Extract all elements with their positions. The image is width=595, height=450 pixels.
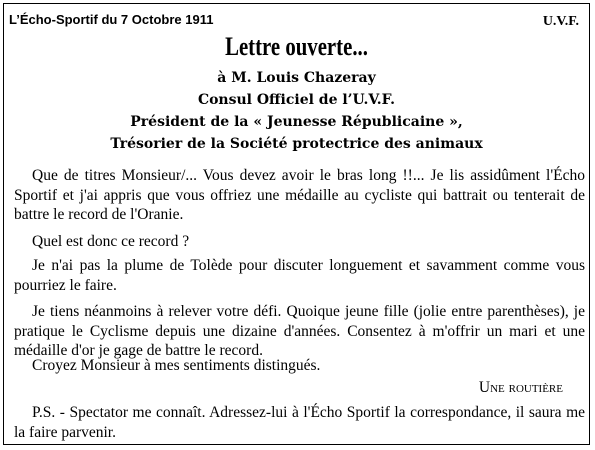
- signature: Une routière: [478, 379, 563, 396]
- address-line: Trésorier de la Société protectrice des animaux: [110, 136, 483, 152]
- paragraph: Croyez Monsieur à mes sentiments distingués.: [32, 357, 321, 374]
- address-line: à M. Louis Chazeray: [217, 70, 376, 86]
- org-label: U.V.F.: [542, 14, 579, 29]
- source-line: L’Écho-Sportif du 7 Octobre 1911: [9, 12, 214, 27]
- paragraph: Que de titres Monsieur/... Vous devez avoir le bras long !!... Je lis assidûment l'Écho Sportif et j'ai appris que vous offriez une médaille au cycliste qui battrait ou tenterait de battre le record de l'Oranie.: [14, 167, 585, 223]
- document-frame: [3, 3, 590, 445]
- paragraph: Je tiens néanmoins à relever votre défi. Quoique jeune fille (jolie entre parenthèses), je pratique le Cyclisme depuis une dizaine d'années. Consentez à m'offrir un mari et une médaille d'or je gage de battre le record.: [14, 303, 585, 359]
- postscript: P.S. - Spectator me connaît. Adressez-lui à l'Écho Sportif la correspondance, il saura me la faire parvenir.: [14, 404, 585, 441]
- paragraph: Je n'ai pas la plume de Tolède pour discuter longuement et savamment comme vous pourriez le faire.: [14, 257, 585, 294]
- address-line: Consul Officiel de l’U.V.F.: [197, 92, 396, 108]
- letter-title: Lettre ouverte...: [225, 32, 368, 61]
- address-line: Président de la « Jeunesse Républicaine »,: [130, 114, 463, 130]
- paragraph: Quel est donc ce record ?: [32, 233, 190, 250]
